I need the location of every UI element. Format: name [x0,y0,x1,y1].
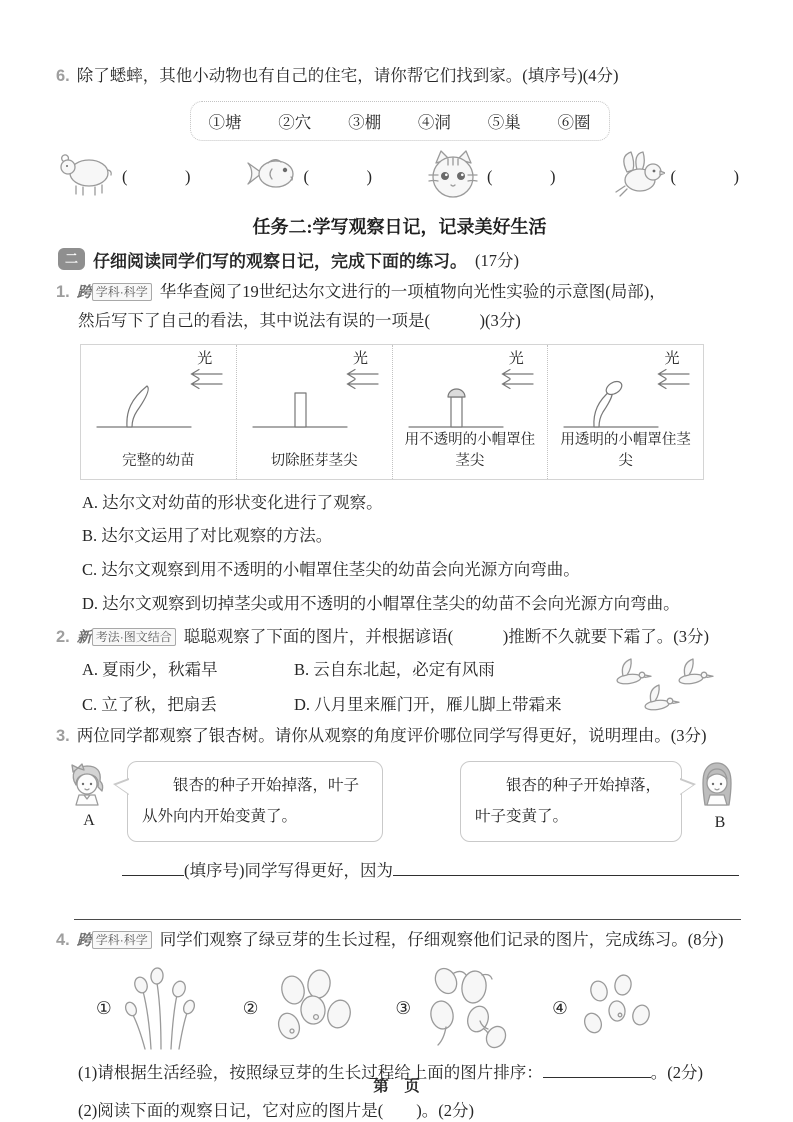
q6-option-3: ③棚 [348,112,382,132]
question-2 [56,623,743,721]
student-a [66,761,112,830]
picture-2-number: ② [242,997,259,1018]
question-4-stem: 同学们观察了绿豆芽的生长过程，仔细观察他们记录的图片，完成练习。(8分) [159,930,724,950]
transparent-cap-seedling-drawing [556,375,666,435]
task-2-title: 任务二:学写观察日记，记录美好生活 [252,216,547,237]
q6-option-1: ①塘 [208,112,242,132]
animal-bird [609,150,742,200]
panel-caption: 完整的幼苗 [122,452,195,469]
student-a-speech-bubble [127,761,383,841]
q3-answer-blank-number[interactable] [122,857,184,875]
question-6-option-box [190,101,610,141]
light-direction-group: 光 [338,351,384,392]
picture-3-number: ③ [395,997,412,1018]
q1-option-a: A. 达尔文对幼苗的形状变化进行了观察。 [82,492,383,512]
q3-answer-blank-reason-line2[interactable] [74,885,741,920]
q6-option-4: ④洞 [417,112,451,132]
student-b-speech-bubble [460,761,682,841]
light-direction-group: 光 [182,351,228,392]
question-1-stem-line1: 华华查阅了19世纪达尔文进行的一项植物向光性实验的示意图(局部)， [159,281,666,301]
question-1-options [82,486,743,621]
question-3-dialogs [66,761,743,841]
student-a-diary-text: 银杏的种子开始掉落，叶子从外向内开始变黄了。 [142,777,360,825]
question-1 [56,278,743,307]
question-2-stem: 聪聪观察了下面的图片，并根据谚语( )推断不久就要下霜了。(3分) [183,626,710,646]
q6-answer-blank-fish[interactable]: ( ) [303,166,374,186]
question-6-number: 6. [56,67,70,85]
q2-option-c: C. 立了秋，把扇丢 [82,695,217,715]
section-2-header [58,247,743,272]
q4-sub1-text: (1)请根据生活经验，按照绿豆芽的生长过程给上面的图片排序： [78,1063,543,1083]
dry-beans-icon [577,973,655,1043]
q1-option-b: B. 达尔文运用了对比观察的方法。 [82,526,333,546]
section-2-text: 仔细阅读同学们写的观察日记，完成下面的练习。 [93,251,467,271]
bird-icon [609,150,665,200]
question-1-stem-line2-wrap [78,307,743,336]
question-4-sub2 [78,1093,743,1122]
question-2-number: 2. [56,627,70,646]
student-b-label: B [714,814,726,832]
q6-answer-blank-bird[interactable]: ( ) [670,166,741,186]
question-4-number: 4. [56,931,70,950]
diagram-panel-tip-removed [236,345,392,479]
new-method-badge: 新 考法·图文结合 [77,623,176,652]
q6-answer-blank-sheep[interactable]: ( ) [122,166,193,186]
light-direction-group: 光 [649,351,695,392]
q4-sub2-text: (2)阅读下面的观察日记，它对应的图片是( )。(2分) [78,1100,474,1120]
q1-option-c: C. 达尔文观察到用不透明的小帽罩住茎尖的幼苗会向光源方向弯曲。 [82,560,580,580]
germinating-beans-icon [420,965,512,1051]
animal-cat [425,149,558,201]
student-b [697,761,743,832]
panel-caption: 用不透明的小帽罩住茎尖 [404,431,536,469]
panel-caption: 用透明的小帽罩住茎尖 [560,431,691,469]
question-4-pictures [96,965,743,1051]
question-4 [56,926,743,955]
picture-3-germinating-beans [395,965,512,1051]
cross-subject-science-badge: 跨 学科·科学 [77,926,152,955]
q2-option-d: D. 八月里来雁门开，雁儿脚上带霜来 [294,695,562,715]
opaque-cap-stem-drawing [401,375,511,435]
student-b-diary-text: 银杏的种子开始掉落，叶子变黄了。 [475,777,662,825]
girl-b-avatar [697,761,737,813]
cross-subject-science-badge: 跨 学科·科学 [77,278,152,307]
page-footer: 第 页 [373,1078,420,1095]
flying-geese-icon [607,657,739,719]
diagram-panel-opaque-cap [392,345,548,479]
picture-2-swollen-beans [243,968,356,1048]
q2-option-b: B. 云自东北起，必定有风雨 [294,659,495,679]
darwin-experiment-diagram [80,344,704,480]
section-2-score: (17分) [475,251,519,271]
question-3-stem: 两位同学都观察了银杏树。请你从观察的角度评价哪位同学写得更好，说明理由。(3分) [76,726,707,746]
light-direction-group: 光 [493,351,539,392]
cut-stem-drawing [245,375,355,435]
diagram-panel-transparent-cap [547,345,703,479]
animal-fish [244,153,375,197]
q6-option-2: ②穴 [278,112,312,132]
grown-sprouts-icon [121,965,203,1051]
question-1-number: 1. [56,282,70,301]
q6-answer-blank-cat[interactable]: ( ) [487,166,558,186]
swollen-beans-icon [267,968,355,1048]
question-6 [56,62,743,91]
animal-sheep [58,152,193,198]
question-6-animals [58,149,741,201]
q4-sub1-suffix: 。(2分) [650,1063,703,1083]
q6-option-6: ⑥圈 [557,112,591,132]
fish-icon [244,153,298,197]
section-2-number-icon: 二 [58,248,85,270]
question-3 [56,722,743,751]
question-3-answer-line [122,856,739,886]
picture-4-dry-beans [552,973,655,1043]
q1-option-d: D. 达尔文观察到切掉茎尖或用不透明的小帽罩住茎尖的幼苗不会向光源方向弯曲。 [82,594,680,614]
question-6-stem: 除了蟋蟀，其他小动物也有自己的住宅，请你帮它们找到家。(填序号)(4分) [76,66,619,85]
girl-a-avatar [66,761,108,811]
picture-1-sprouts [96,965,203,1051]
q3-answer-blank-reason[interactable] [393,857,739,875]
question-3-number: 3. [56,727,70,746]
q6-option-5: ⑤巢 [487,112,521,132]
intact-seedling-drawing [89,375,199,435]
picture-4-number: ④ [552,997,568,1018]
sheep-icon [58,152,116,198]
picture-1-number: ① [96,997,112,1018]
cat-icon [425,149,481,201]
question-2-options [82,654,562,721]
question-1-stem-line2: 然后写下了自己的看法，其中说法有误的一项是( )(3分) [78,310,521,330]
panel-caption: 切除胚芽茎尖 [270,452,358,469]
q3-answer-text: (填序号)同学写得更好，因为 [184,860,393,880]
diagram-panel-intact-seedling [81,345,236,479]
q2-option-a: A. 夏雨少，秋霜早 [82,659,218,679]
student-a-label: A [83,812,95,830]
